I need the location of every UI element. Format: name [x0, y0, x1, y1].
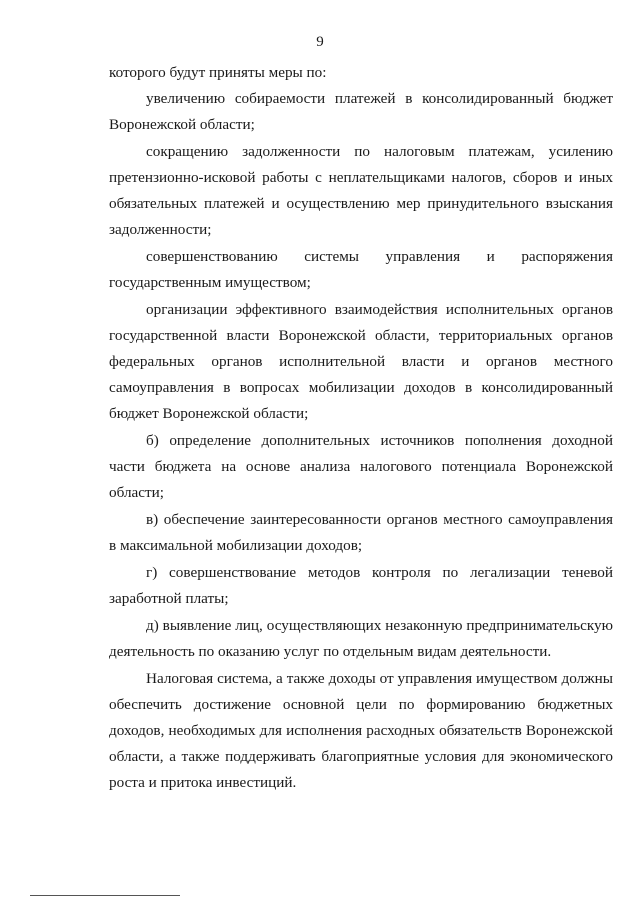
- paragraph-conclusion: Налоговая система, а также доходы от управления имуществом должны обеспечить достижение основной цели по формированию бюджетных доходов, необходимых для исполнения расходных обязательств Воронежской области, а также поддерживать благоприятные условия для экономического роста и притока инвестиций.: [109, 670, 613, 791]
- paragraph-list-item: в) обеспечение заинтересованности органов местного самоуправления в максимальной мобилизации доходов;: [109, 511, 613, 554]
- paragraph-list-item: организации эффективного взаимодействия исполнительных органов государственной власти Воронежской области, территориальных органов федеральных органов исполнительной власти и органов местного самоуправления в вопросах мобилизации доходов в консолидированный бюджет Воронежской области;: [109, 301, 613, 422]
- paragraph-intro: которого будут приняты меры по:: [109, 64, 327, 81]
- paragraph-list-item: г) совершенствование методов контроля по легализации теневой заработной платы;: [109, 564, 613, 607]
- page-number: 9: [316, 34, 324, 50]
- paragraph-list-item: д) выявление лиц, осуществляющих незаконную предпринимательскую деятельность по оказанию услуг по отдельным видам деятельности.: [109, 617, 613, 660]
- paragraph-list-item: сокращению задолженности по налоговым платежам, усилению претензионно-исковой работы с неплательщиками налогов, сборов и иных обязательных платежей и осуществлению мер принудительного взыскания задолженности;: [109, 143, 613, 238]
- paragraph-list-item: б) определение дополнительных источников пополнения доходной части бюджета на основе анализа налогового потенциала Воронежской области;: [109, 432, 613, 501]
- document-body: [109, 60, 613, 796]
- paragraph-list-item: совершенствованию системы управления и распоряжения государственным имуществом;: [109, 248, 613, 291]
- footer-divider: [30, 895, 180, 896]
- paragraph-list-item: увеличению собираемости платежей в консолидированный бюджет Воронежской области;: [109, 90, 613, 133]
